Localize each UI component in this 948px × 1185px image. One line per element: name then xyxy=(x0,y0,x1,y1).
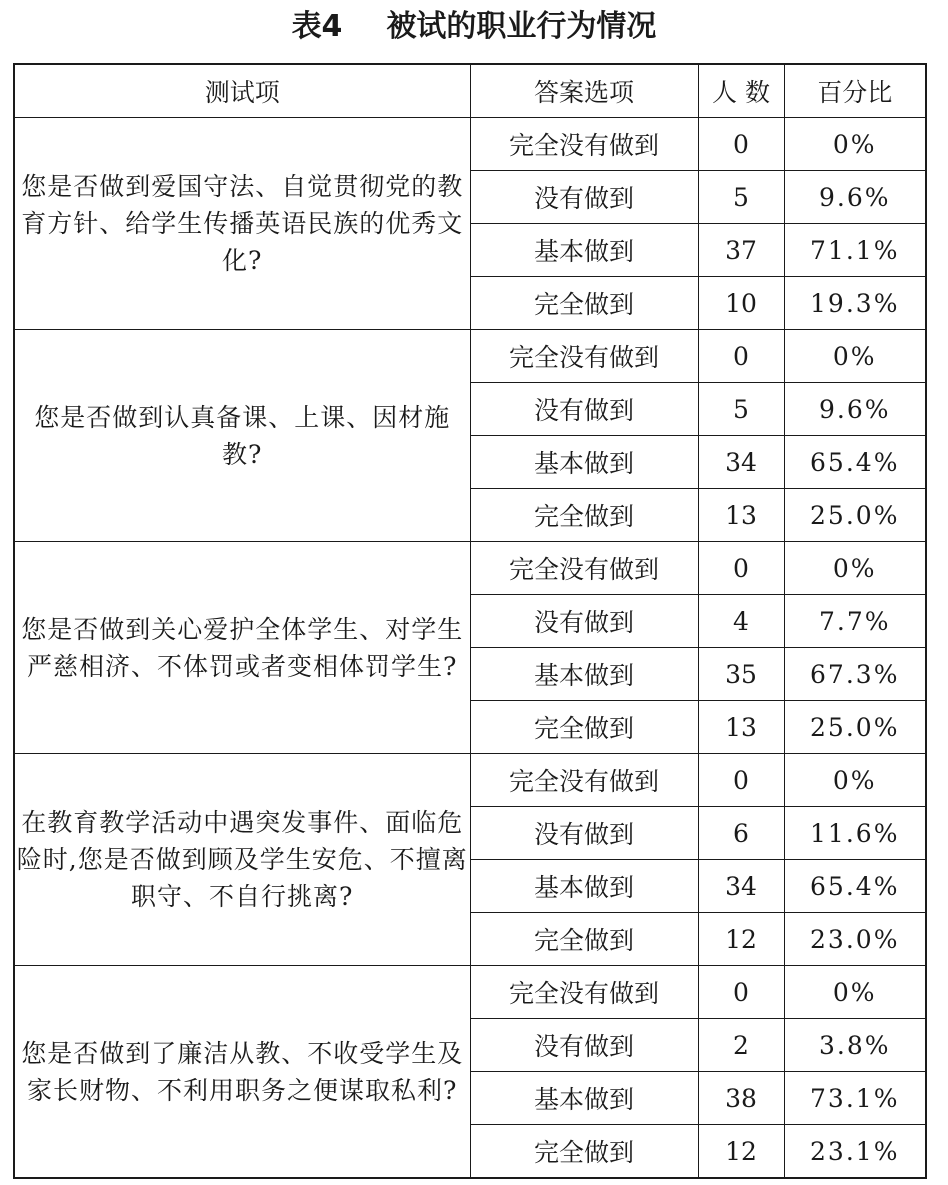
table-row xyxy=(14,118,926,171)
option-cell: 完全没有做到 xyxy=(470,542,698,595)
percent-cell: 23.1% xyxy=(784,1125,926,1179)
option-cell: 基本做到 xyxy=(470,648,698,701)
option-cell: 完全做到 xyxy=(470,701,698,754)
option-cell: 没有做到 xyxy=(470,807,698,860)
header-option: 答案选项 xyxy=(470,64,698,118)
question-cell: 在教育教学活动中遇突发事件、面临危险时,您是否做到顾及学生安危、不擅离职守、不自行挑离? xyxy=(14,754,470,966)
option-cell: 没有做到 xyxy=(470,595,698,648)
percent-cell: 71.1% xyxy=(784,224,926,277)
count-cell: 5 xyxy=(698,171,784,224)
count-cell: 12 xyxy=(698,1125,784,1179)
count-cell: 0 xyxy=(698,118,784,171)
option-cell: 完全做到 xyxy=(470,913,698,966)
percent-cell: 25.0% xyxy=(784,489,926,542)
percent-cell: 3.8% xyxy=(784,1019,926,1072)
count-cell: 6 xyxy=(698,807,784,860)
option-cell: 基本做到 xyxy=(470,224,698,277)
count-cell: 0 xyxy=(698,330,784,383)
count-cell: 0 xyxy=(698,542,784,595)
percent-cell: 73.1% xyxy=(784,1072,926,1125)
percent-cell: 0% xyxy=(784,118,926,171)
header-count: 人 数 xyxy=(698,64,784,118)
count-cell: 34 xyxy=(698,860,784,913)
table-caption: 被试的职业行为情况 xyxy=(386,9,657,44)
option-cell: 完全没有做到 xyxy=(470,330,698,383)
percent-cell: 9.6% xyxy=(784,171,926,224)
table-row xyxy=(14,966,926,1019)
option-cell: 完全做到 xyxy=(470,489,698,542)
option-cell: 基本做到 xyxy=(470,1072,698,1125)
header-percent: 百分比 xyxy=(784,64,926,118)
count-cell: 0 xyxy=(698,754,784,807)
option-cell: 完全做到 xyxy=(470,1125,698,1179)
percent-cell: 11.6% xyxy=(784,807,926,860)
header-row xyxy=(14,64,926,118)
percent-cell: 0% xyxy=(784,330,926,383)
option-cell: 完全没有做到 xyxy=(470,754,698,807)
count-cell: 2 xyxy=(698,1019,784,1072)
table-row xyxy=(14,754,926,807)
table-title xyxy=(0,2,948,52)
count-cell: 13 xyxy=(698,489,784,542)
table-number: 表4 xyxy=(291,9,343,44)
option-cell: 完全没有做到 xyxy=(470,118,698,171)
count-cell: 5 xyxy=(698,383,784,436)
question-cell: 您是否做到爱国守法、自觉贯彻党的教育方针、给学生传播英语民族的优秀文化? xyxy=(14,118,470,330)
percent-cell: 0% xyxy=(784,966,926,1019)
count-cell: 37 xyxy=(698,224,784,277)
count-cell: 34 xyxy=(698,436,784,489)
percent-cell: 67.3% xyxy=(784,648,926,701)
option-cell: 完全没有做到 xyxy=(470,966,698,1019)
header-item: 测试项 xyxy=(14,64,470,118)
percent-cell: 19.3% xyxy=(784,277,926,330)
percent-cell: 65.4% xyxy=(784,860,926,913)
question-cell: 您是否做到了廉洁从教、不收受学生及家长财物、不利用职务之便谋取私利? xyxy=(14,966,470,1179)
option-cell: 基本做到 xyxy=(470,436,698,489)
count-cell: 4 xyxy=(698,595,784,648)
count-cell: 12 xyxy=(698,913,784,966)
option-cell: 完全做到 xyxy=(470,277,698,330)
percent-cell: 9.6% xyxy=(784,383,926,436)
percent-cell: 65.4% xyxy=(784,436,926,489)
table-row xyxy=(14,542,926,595)
count-cell: 35 xyxy=(698,648,784,701)
question-cell: 您是否做到认真备课、上课、因材施教? xyxy=(14,330,470,542)
survey-table xyxy=(13,63,927,1179)
count-cell: 0 xyxy=(698,966,784,1019)
option-cell: 没有做到 xyxy=(470,1019,698,1072)
percent-cell: 0% xyxy=(784,754,926,807)
option-cell: 没有做到 xyxy=(470,171,698,224)
percent-cell: 25.0% xyxy=(784,701,926,754)
percent-cell: 23.0% xyxy=(784,913,926,966)
option-cell: 没有做到 xyxy=(470,383,698,436)
count-cell: 10 xyxy=(698,277,784,330)
percent-cell: 7.7% xyxy=(784,595,926,648)
count-cell: 38 xyxy=(698,1072,784,1125)
table-row xyxy=(14,330,926,383)
question-cell: 您是否做到关心爱护全体学生、对学生严慈相济、不体罚或者变相体罚学生? xyxy=(14,542,470,754)
percent-cell: 0% xyxy=(784,542,926,595)
option-cell: 基本做到 xyxy=(470,860,698,913)
count-cell: 13 xyxy=(698,701,784,754)
